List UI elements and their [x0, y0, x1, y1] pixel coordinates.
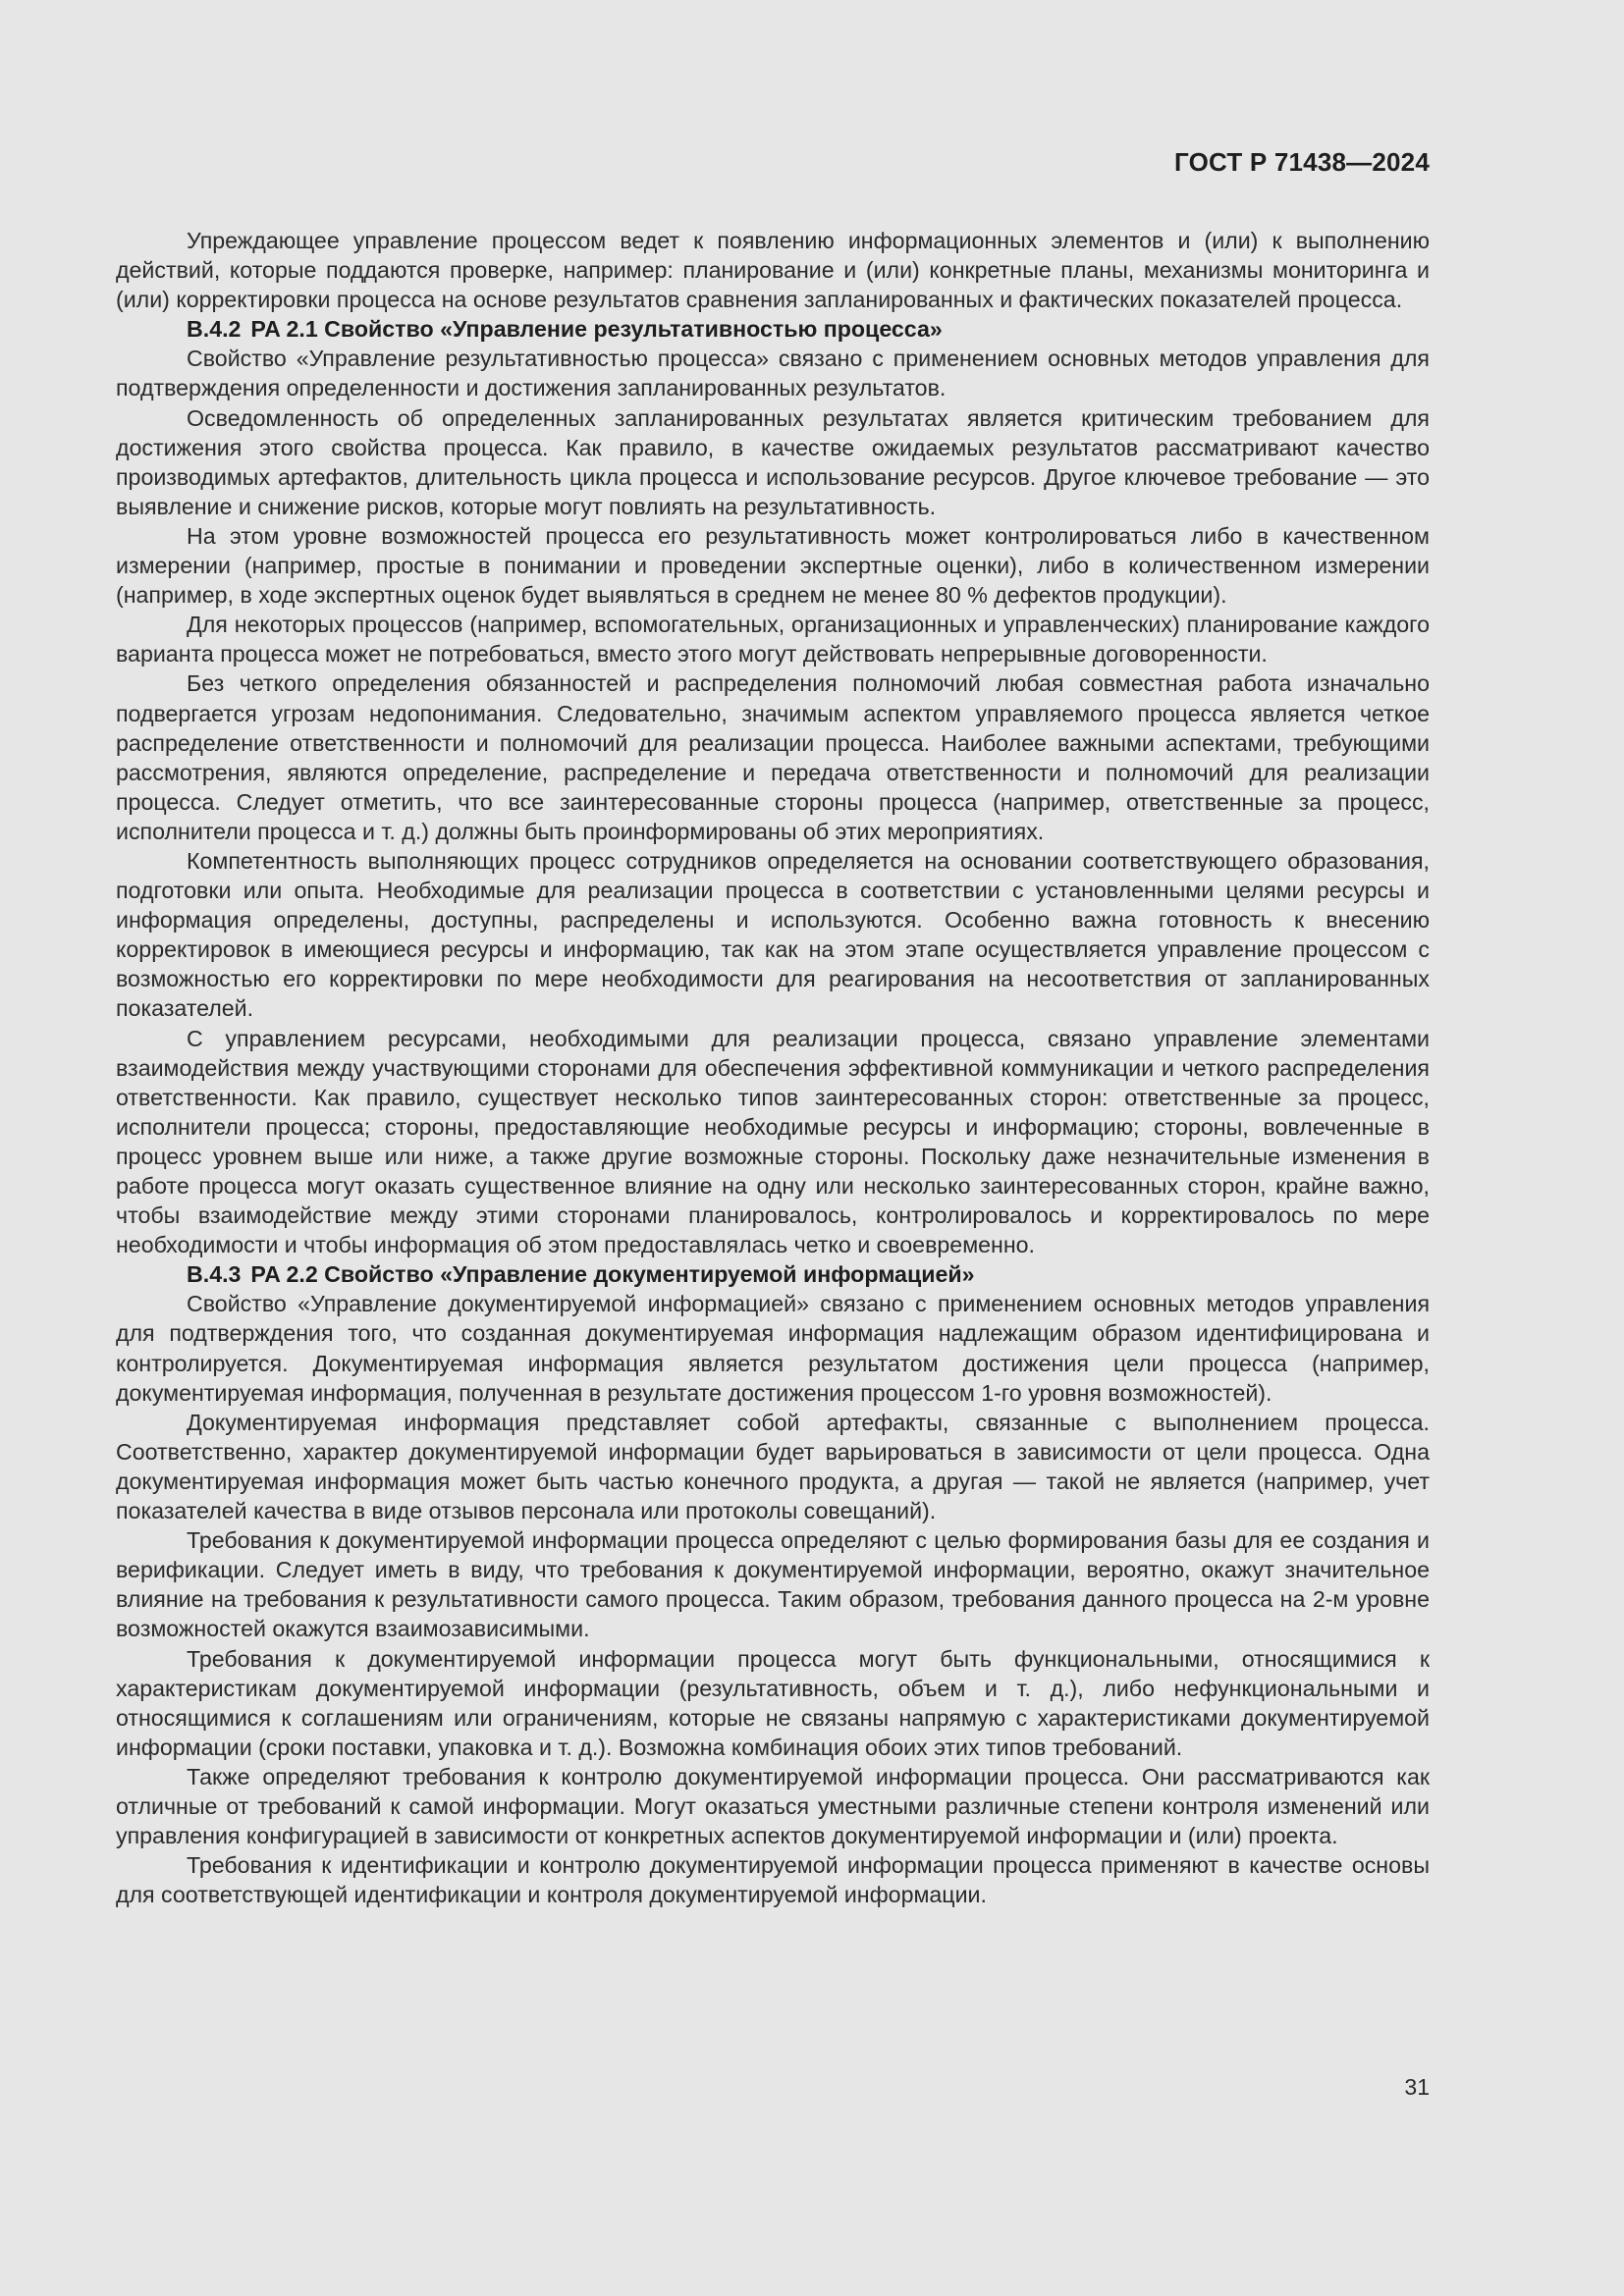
paragraph: Компетентность выполняющих процесс сотрудников определяется на основании соответствующего образования, подготовки или опыта. Необходимые для реализации процесса в соответствии с установленными целями ресурсы и информация определены, доступны, распределены и используются. Особенно важна готовность к внесению корректировок в имеющиеся ресурсы и информацию, так как на этом этапе осуществляется управление процессом с возможностью его корректировки по мере необходимости для реагирования на несоответствия от запланированных показателей.	[116, 847, 1430, 1022]
paragraph: Без четкого определения обязанностей и распределения полномочий любая совместная работа изначально подвергается угрозам недопонимания. Следовательно, значимым аспектом управляемого процесса является четкое распределение ответственности и полномочий для реализации процесса. Наиболее важными аспектами, требующими рассмотрения, являются определение, распределение и передача ответственности и полномочий для реализации процесса. Следует отметить, что все заинтересованные стороны процесса (например, ответственные за процесс, исполнители процесса и т. д.) должны быть проинформированы об этих мероприятиях.	[116, 670, 1430, 844]
paragraph: Упреждающее управление процессом ведет к появлению информационных элементов и (или) к выполнению действий, которые поддаются проверке, например: планирование и (или) конкретные планы, механизмы мониторинга и (или) корректировки процесса на основе результатов сравнения запланированных и фактических показателей процесса.	[116, 228, 1430, 313]
paragraph: Требования к документируемой информации процесса могут быть функциональными, относящимися к характеристикам документируемой информации (результативность, объем и т. д.), либо нефункциональными и относящимися к соглашениям или ограничениям, которые не связаны напрямую с характеристиками документируемой информации (сроки поставки, упаковка и т. д.). Возможна комбинация обоих этих типов требований.	[116, 1645, 1430, 1760]
paragraph: Также определяют требования к контролю документируемой информации процесса. Они рассматриваются как отличные от требований к самой информации. Могут оказаться уместными различные степени контроля изменений или управления конфигурацией в зависимости от конкретных аспектов документируемой информации и (или) проекта.	[116, 1763, 1430, 1849]
paragraph: С управлением ресурсами, необходимыми для реализации процесса, связано управление элементами взаимодействия между участвующими сторонами для обеспечения эффективной коммуникации и четкого распределения ответственности. Как правило, существует несколько типов заинтересованных сторон: ответственные за процесс, исполнители процесса; стороны, предоставляющие необходимые ресурсы и информацию; стороны, вовлеченные в процесс уровнем выше или ниже, а также другие возможные стороны. Поскольку даже незначительные изменения в работе процесса могут оказать существенное влияние на одну или несколько заинтересованных сторон, крайне важно, чтобы взаимодействие между этими сторонами планировалось, контролировалось и корректировалось по мере необходимости и чтобы информация об этом предоставлялась четко и своевременно.	[116, 1025, 1430, 1258]
paragraph: Для некоторых процессов (например, вспомогательных, организационных и управленческих) планирование каждого варианта процесса может не потребоваться, вместо этого могут действовать непрерывные договоренности.	[116, 612, 1430, 667]
section-number: В.4.3	[187, 1261, 242, 1288]
section-heading-b-4-3	[116, 1259, 1430, 1289]
paragraph: Осведомленность об определенных запланированных результатах является критическим требованием для достижения этого свойства процесса. Как правило, в качестве ожидаемых результатов рассматривают качество производимых артефактов, длительность цикла процесса и использование ресурсов. Другое ключевое требование — это выявление и снижение рисков, которые могут повлиять на результативность.	[116, 404, 1430, 519]
paragraph: Требования к идентификации и контролю документируемой информации процесса применяют в качестве основы для соответствующей идентификации и контроля документируемой информации.	[116, 1852, 1430, 1908]
paragraph: Документируемая информация представляет собой артефакты, связанные с выполнением процесса. Соответственно, характер документируемой информации будет варьироваться в зависимости от цели процесса. Одна документируемая информация может быть частью конечного продукта, а другая — такой не является (например, учет показателей качества в виде отзывов персонала или протоколы совещаний).	[116, 1409, 1430, 1524]
section-title: PA 2.2 Свойство «Управление документируемой информацией»	[250, 1261, 975, 1288]
section-heading-b-4-2	[116, 314, 1430, 344]
paragraph: Свойство «Управление результативностью процесса» связано с применением основных методов управления для подтверждения определенности и достижения запланированных результатов.	[116, 346, 1430, 401]
page-number: 31	[1404, 2074, 1430, 2100]
document-body	[116, 226, 1430, 1909]
paragraph: Свойство «Управление документируемой информацией» связано с применением основных методов управления для подтверждения того, что созданная документируемая информация надлежащим образом идентифицирована и контролируется. Документируемая информация является результатом достижения цели процесса (например, документируемая информация, полученная в результате достижения процессом 1-го уровня возможностей).	[116, 1291, 1430, 1406]
section-number: В.4.2	[187, 316, 242, 343]
paragraph: На этом уровне возможностей процесса его результативность может контролироваться либо в качественном измерении (например, простые в понимании и проведении экспертные оценки), либо в количественном измерении (например, в ходе экспертных оценок будет выявляться в среднем не менее 80 % дефектов продукции).	[116, 522, 1430, 609]
paragraph: Требования к документируемой информации процесса определяют с целью формирования базы для ее создания и верификации. Следует иметь в виду, что требования к документируемой информации, вероятно, окажут значительное влияние на требования к результативности самого процесса. Таким образом, требования данного процесса на 2-м уровне возможностей окажутся взаимозависимыми.	[116, 1527, 1430, 1642]
document-header: ГОСТ Р 71438—2024	[1174, 147, 1430, 177]
section-title: PA 2.1 Свойство «Управление результативностью процесса»	[250, 316, 943, 343]
